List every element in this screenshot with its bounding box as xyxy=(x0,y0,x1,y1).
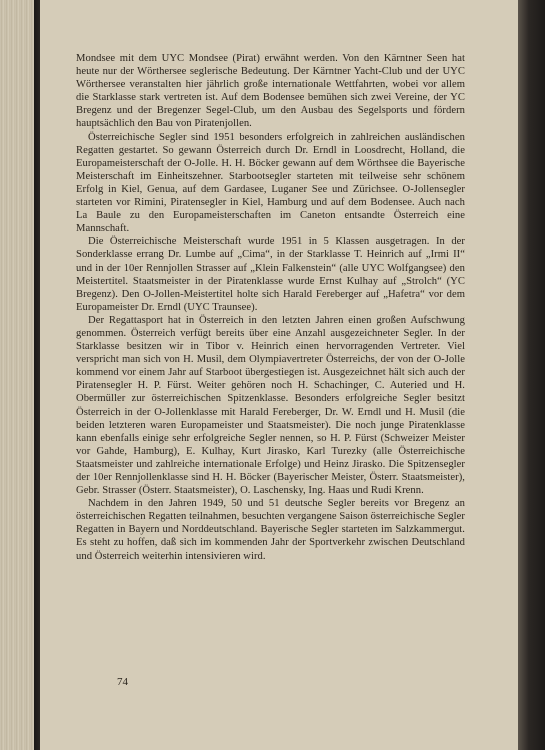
book-page-edges xyxy=(0,0,34,750)
page-number: 74 xyxy=(117,676,128,688)
paragraph-meisterschaft: Die Österreichische Meisterschaft wurde 1951 in 5 Klassen ausgetragen. In der Sonderklasse errang Dr. Lumbe auf „Cima“, in der Starklasse T. Heinrich auf „Irmi II“ und in der 10er Rennjollen Strasser auf „Klein Falkenstein“ (alle UYC Wolfgangsee) den Meistertitel. Staatsmeister in der Piratenklasse wurde Ernst Kulhay auf „Strolch“ (YC Bregenz). Den O-Jollen-Meistertitel holte sich Harald Fereberger auf „Hafetra“ vor dem Europameister Dr. Erndl (UYC Traunsee). xyxy=(76,236,465,313)
book-spine xyxy=(518,0,545,750)
body-text xyxy=(76,52,465,563)
paragraph-erfolge-1951: Österreichische Segler sind 1951 besonders erfolgreich in zahlreichen ausländischen Regatten gestartet. So gewann Österreich durch Dr. Erndl in Loosdrecht, Holland, die Europameisterschaft der O-Jolle. H. H. Böcker gewann auf dem Wörthsee die Bayerische Meisterschaft im Einheitszehner. Starbootsegler starteten mit teilweise sehr schönem Erfolg in Kiel, Genua, auf dem Gardasee, Luganer See und Zürichsee. O-Jollensegler starteten vor Rimini, Piratensegler in Kiel, Hamburg und auf dem Bodensee. Auch nach La Baule zu den Europameisterschaften im Caneton entsandte Österreich eine Mannschaft. xyxy=(76,131,465,235)
paragraph-mondsee: Mondsee mit dem UYC Mondsee (Pirat) erwähnt werden. Von den Kärntner Seen hat heute nur der Wörthersee seglerische Bedeutung. Der Kärntner Yacht-Club und der UYC Wörthersee veranstalten hier jährlich große internationale Wettfahrten, wobei vor allem die Starklasse stark vertreten ist. Auf dem Bodensee bemühen sich zwei Vereine, der YC Bregenz und der Bregenzer Segel-Club, um den Ausbau des Segelsports und fördern hauptsächlich den Bau von Piratenjollen. xyxy=(76,53,465,130)
paragraph-deutsche-segler: Nachdem in den Jahren 1949, 50 und 51 deutsche Segler bereits vor Bregenz an österreichischen Regatten teilnahmen, besuchten vergangene Saison österreichische Segler Regatten in Bayern und Norddeutschland. Bayerische Segler starteten im Salzkammergut. Es steht zu hoffen, daß sich im kommenden Jahr der Sportverkehr zwischen Deutschland und Österreich weiterhin intensivieren wird. xyxy=(76,498,465,562)
paragraph-regattasport: Der Regattasport hat in Österreich in den letzten Jahren einen großen Aufschwung genommen. Österreich verfügt bereits über eine Anzahl ausgezeichneter Segler. In der Starklasse besitzen wir in Tibor v. Heinrich einen hervorragenden Vertreter. Viel verspricht man sich von H. Musil, dem Olympiavertreter Österreichs, der von der O-Jolle kommend vor einem Jahr auf Starboot übergestiegen ist. Ausgezeichnet hält sich auch der Piratensegler H. P. Fürst. Weiter gehören noch H. Schachinger, C. Auteried und H. Obermüller zur österreichischen Spitzenklasse. Besonders erfolgreiche Segler besitzt Österreich in der O-Jollenklasse mit Harald Fereberger, Dr. W. Erndl und H. Musil (die beiden letzteren waren Europameister und Staatsmeister). Die noch junge Piratenklasse kann ebenfalls einige sehr erfolgreiche Segler nennen, so H. P. Fürst (Schweizer Meister vor Gahde, Hamburg), E. Kulhay, Kurt Jirasko, Karl Turezky (alle Österreichische Staatsmeister und zahlreiche internationale Erfolge) und Heinz Jirasko. Die Spitzensegler der 10er Rennjollenklasse sind H. H. Böcker (Bayerischer Meister, Österr. Staatsmeister), Gebr. Strasser (Österr. Staatsmeister), O. Laschensky, Ing. Haas und Rudi Krenn. xyxy=(76,314,465,497)
